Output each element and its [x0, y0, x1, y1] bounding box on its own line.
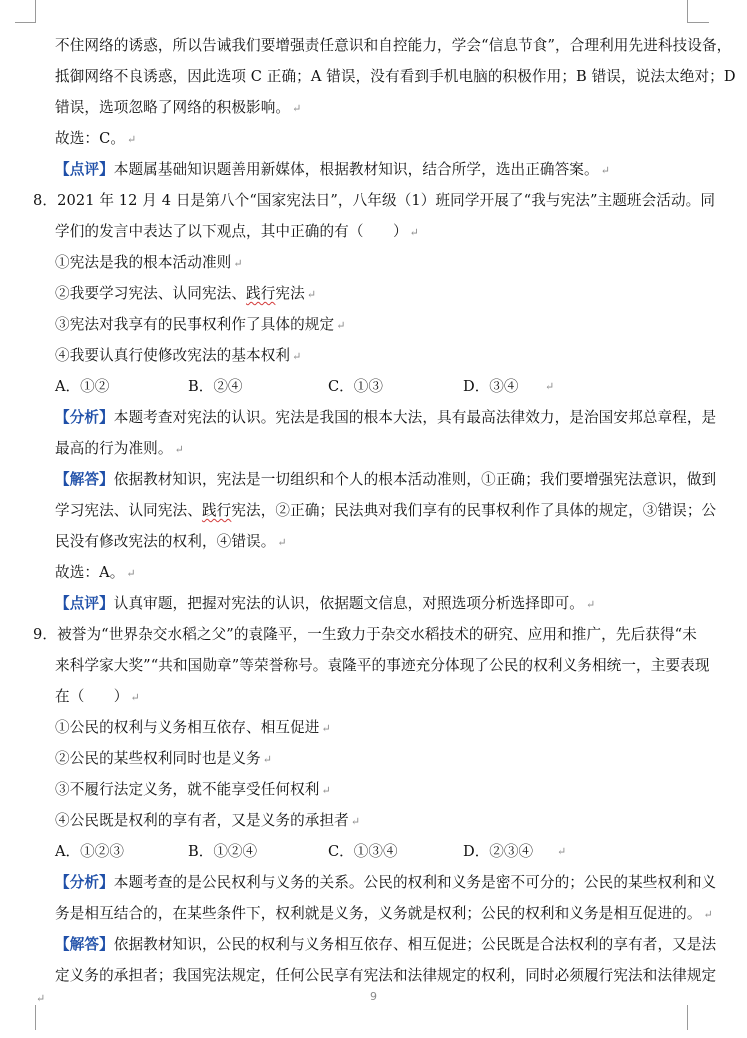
text-line: 错误，选项忽略了网络的积极影响。 ↵ — [55, 99, 302, 116]
statement-1: ①宪法是我的根本活动准则 ↵ — [55, 254, 243, 271]
question-8-stem-cont: 学们的发言中表达了以下观点，其中正确的有（ ） ↵ — [55, 223, 419, 240]
crop-mark-bottom-left — [35, 1005, 36, 1030]
statement-3: ③宪法对我享有的民事权利作了具体的规定 ↵ — [55, 316, 346, 333]
crop-mark-bottom-right — [687, 1005, 688, 1030]
analysis-line-cont: 最高的行为准则。 ↵ — [55, 440, 184, 457]
statement-3: ③不履行法定义务，就不能享受任何权利 ↵ — [55, 781, 331, 798]
solution-line-cont: 定义务的承担者；我国宪法规定，任何公民享有宪法和法律规定的权利，同时必须履行宪法和法律规定 — [55, 967, 717, 984]
text-line: 不住网络的诱惑，所以告诫我们要增强责任意识和自控能力，学会“信息节食”，合理利用先进科技设备， — [55, 37, 732, 54]
option-b: B．①②④ — [188, 843, 258, 860]
solution-line: 【解答】依据教材知识，公民的权利与义务相互依存、相互促进；公民既是合法权利的享有者，又是法 — [55, 936, 717, 953]
statement-1: ①公民的权利与义务相互依存、相互促进 ↵ — [55, 719, 331, 736]
page-number: 9 — [370, 990, 377, 1003]
crop-mark-top-left-h — [15, 22, 36, 23]
crop-mark-top-right — [687, 0, 688, 22]
analysis-line-cont: 务是相互结合的，在某些条件下，权利就是义务，义务就是权利；公民的权利和义务是相互促进的。 ↵ — [55, 905, 713, 922]
solution-line: 【解答】依据教材知识，宪法是一切组织和个人的根本活动准则，①正确；我们要增强宪法意识，做到 — [55, 471, 717, 488]
option-d: D．②③④ — [463, 843, 534, 860]
text-line: 抵御网络不良诱惑，因此选项 C 正确；A 错误，没有看到手机电脑的积极作用；B 错误，说法太绝对；D — [55, 68, 736, 85]
paragraph-mark-footer: ↵ — [36, 992, 46, 1005]
crop-mark-top-right-h — [687, 22, 709, 23]
option-a: A．①②③ — [55, 843, 124, 860]
question-9-stem-cont: 来科学家大奖”“共和国勋章”等荣誉称号。袁隆平的事迹充分体现了公民的权利义务相统一，主要表现 — [55, 657, 710, 674]
option-d: D．③④ — [463, 378, 519, 395]
option-c: C．①③④ — [328, 843, 398, 860]
statement-4: ④公民既是权利的享有者，又是义务的承担者 ↵ — [55, 812, 361, 829]
question-9-stem-cont: 在（ ） ↵ — [55, 688, 140, 705]
solution-line-cont: 民没有修改宪法的权利，④错误。 ↵ — [55, 533, 287, 550]
statement-4: ④我要认真行使修改宪法的基本权利 ↵ — [55, 347, 302, 364]
statement-2: ②我要学习宪法、认同宪法、践行宪法 ↵ — [55, 285, 317, 302]
analysis-line: 【分析】本题考查的是公民权利与义务的关系。公民的权利和义务是密不可分的；公民的某些权利和义 — [55, 874, 717, 891]
answer-line: 故选：C。 ↵ — [55, 130, 137, 147]
comment-line: 【点评】本题属基础知识题善用新媒体，根据教材知识，结合所学，选出正确答案。 ↵ — [55, 161, 611, 178]
answer-line: 故选：A。 ↵ — [55, 564, 136, 581]
solution-line-cont: 学习宪法、认同宪法、践行宪法，②正确；民法典对我们享有的民事权利作了具体的规定，③错误；公 — [55, 502, 717, 519]
option-c: C．①③ — [328, 378, 383, 395]
question-9-stem: 9．被誉为“世界杂交水稻之父”的袁隆平，一生致力于杂交水稻技术的研究、应用和推广，先后获得“未 — [33, 626, 697, 643]
comment-line: 【点评】认真审题，把握对宪法的认识，依据题文信息，对照选项分析选择即可。 ↵ — [55, 595, 596, 612]
question-9-options: A．①②③ B．①②④ C．①③④ D．②③④ ↵ — [55, 843, 567, 860]
option-b: B．②④ — [188, 378, 243, 395]
question-8-options: A．①② B．②④ C．①③ D．③④ ↵ — [55, 378, 555, 395]
question-8-stem: 8．2021 年 12 月 4 日是第八个“国家宪法日”，八年级（1）班同学开展了“我与宪法”主题班会活动。同 — [33, 192, 716, 209]
analysis-line: 【分析】本题考查对宪法的认识。宪法是我国的根本大法，具有最高法律效力，是治国安邦总章程，是 — [55, 409, 717, 426]
option-a: A．①② — [55, 378, 110, 395]
statement-2: ②公民的某些权利同时也是义务 ↵ — [55, 750, 273, 767]
crop-mark-top-left — [35, 0, 36, 22]
